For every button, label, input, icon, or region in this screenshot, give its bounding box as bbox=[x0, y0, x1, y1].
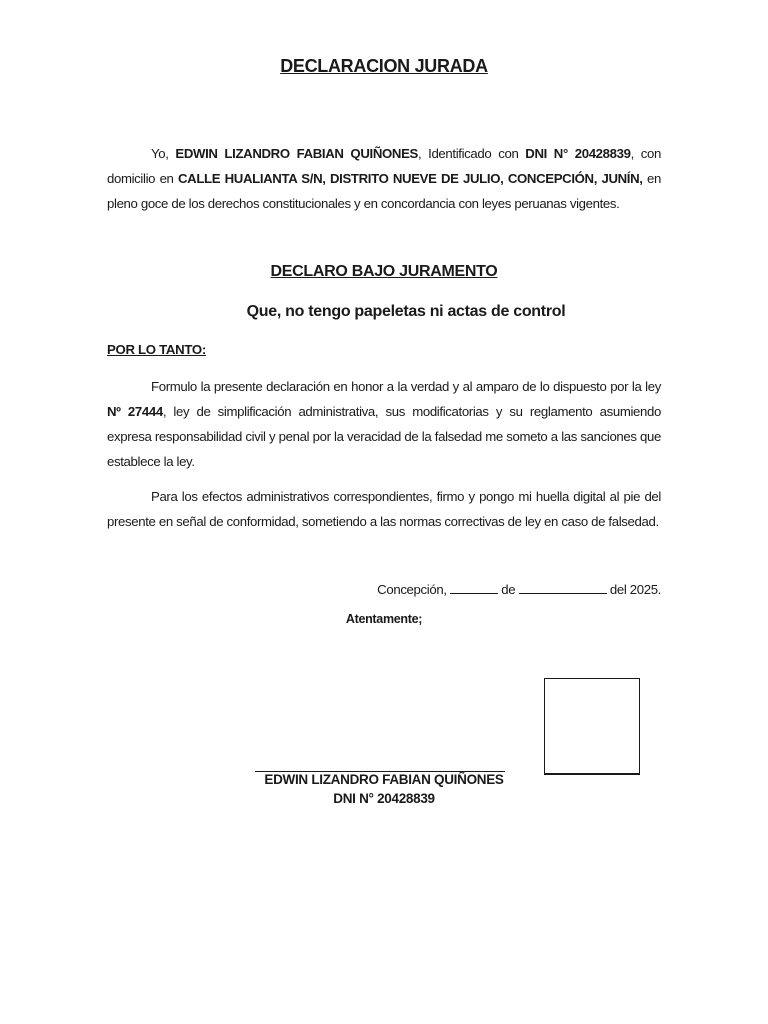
date-place: Concepción, bbox=[377, 582, 450, 597]
por-lo-tanto-heading: POR LO TANTO: bbox=[107, 342, 206, 357]
fingerprint-box bbox=[544, 678, 640, 775]
closing-text: Atentamente; bbox=[345, 612, 423, 626]
declaration-statement: Que, no tengo papeletas ni actas de control bbox=[246, 303, 566, 320]
intro-text-2: , Identificado con bbox=[417, 146, 526, 161]
document-title: DECLARACION JURADA bbox=[280, 56, 488, 76]
declarant-name: EDWIN LIZANDRO FABIAN QUIÑONES bbox=[175, 146, 418, 161]
intro-text-3: , con domicilio en bbox=[107, 146, 661, 186]
intro-text-1: Yo, bbox=[151, 146, 176, 161]
effects-text: Para los efectos administrativos correspondientes, firmo y pongo mi huella digital al pie del presente en señal de conformidad, sometiendo a las normas correctivas de ley en caso de falsedad. bbox=[107, 489, 661, 529]
date-line bbox=[377, 581, 661, 597]
day-blank[interactable] bbox=[450, 581, 498, 594]
month-blank[interactable] bbox=[519, 581, 607, 594]
declaro-heading: DECLARO BAJO JURAMENTO bbox=[270, 263, 498, 280]
intro-text-4: en pleno goce de los derechos constitucionales y en concordancia con leyes peruanas vigentes. bbox=[107, 171, 661, 211]
date-year: del 2025. bbox=[606, 582, 661, 597]
effects-paragraph bbox=[107, 484, 661, 534]
signature-name: EDWIN LIZANDRO FABIAN QUIÑONES bbox=[264, 772, 504, 787]
intro-paragraph bbox=[107, 141, 661, 216]
signature-dni: DNI N° 20428839 bbox=[333, 791, 435, 806]
declarant-address: CALLE HUALIANTA S/N, DISTRITO NUEVE DE JULIO, CONCEPCIÓN, JUNÍN, bbox=[177, 171, 643, 186]
date-de: de bbox=[497, 582, 519, 597]
law-text-2: , ley de simplificación administrativa, sus modificatorias y su reglamento asumiendo expresa responsabilidad civil y penal por la veracidad de la falsedad me someto a las sanciones que establece la ley. bbox=[107, 404, 661, 469]
law-number: Nº 27444 bbox=[107, 404, 163, 419]
declarant-dni: DNI N° 20428839 bbox=[525, 146, 631, 161]
law-text-1: Formulo la presente declaración en honor a la verdad y al amparo de lo dispuesto por la ley bbox=[151, 379, 661, 394]
law-paragraph bbox=[107, 374, 661, 474]
